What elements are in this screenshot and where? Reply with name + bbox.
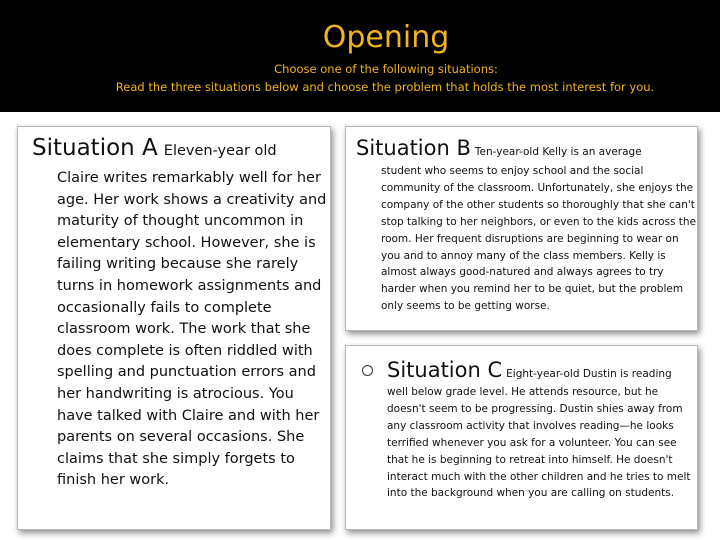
situation-c-panel xyxy=(345,345,698,530)
page-title: Opening xyxy=(322,20,450,55)
situation-a-heading xyxy=(32,135,277,161)
situation-b-lead: Ten-year-old Kelly is an average xyxy=(474,146,642,158)
situation-b-panel xyxy=(345,126,698,331)
instruction-line-1: Choose one of the following situations: xyxy=(274,62,498,76)
situation-c-text: well below grade level. He attends resource, but he doesn't seem to be progressing. Dustin shies away from any classroom activity that involves reading—he looks terrified whenever you ask for a volunteer. You can see that he is beginning to retreat into himself. He doesn't interact much with the other children and he tries to melt into the background when you are calling on students. xyxy=(387,386,691,500)
situation-a-text: Claire writes remarkably well for her age. Her work shows a creativity and maturity of thought uncommon in elementary school. However, she is failing writing because she rarely turns in homework assignments and occasionally fails to complete classroom work. The work that she does complete is often riddled with spelling and punctuation errors and her handwriting is atrocious. You have talked with Claire and with her parents on several occasions. She claims that she simply forgets to finish her work. xyxy=(57,170,327,489)
situation-b-heading xyxy=(356,136,642,160)
situation-c-lead: Eight-year-old Dustin is reading xyxy=(506,368,672,380)
bullet-circle-icon xyxy=(362,365,373,376)
header-banner xyxy=(0,0,720,112)
situation-b-text: student who seems to enjoy school and the social community of the classroom. Unfortunately, she enjoys the company of the other students so thoroughly that she can't stop talking to her neighbors, or even to the kids across the room. Her frequent disruptions are beginning to wear on you and to annoy many of the class members. Kelly is almost always good-natured and always agrees to try harder when you remind her to be quiet, but the problem only seems to be getting worse. xyxy=(381,165,697,313)
situation-a-panel xyxy=(17,126,331,530)
situation-a-lead: Eleven-year old xyxy=(163,143,277,159)
instruction-line-2: Read the three situations below and choose the problem that holds the most interest for you. xyxy=(115,80,655,94)
situation-a-label: Situation A xyxy=(32,135,158,161)
situation-c-label: Situation C xyxy=(387,358,503,382)
situation-c-heading xyxy=(387,358,672,382)
situation-b-label: Situation B xyxy=(356,136,471,160)
